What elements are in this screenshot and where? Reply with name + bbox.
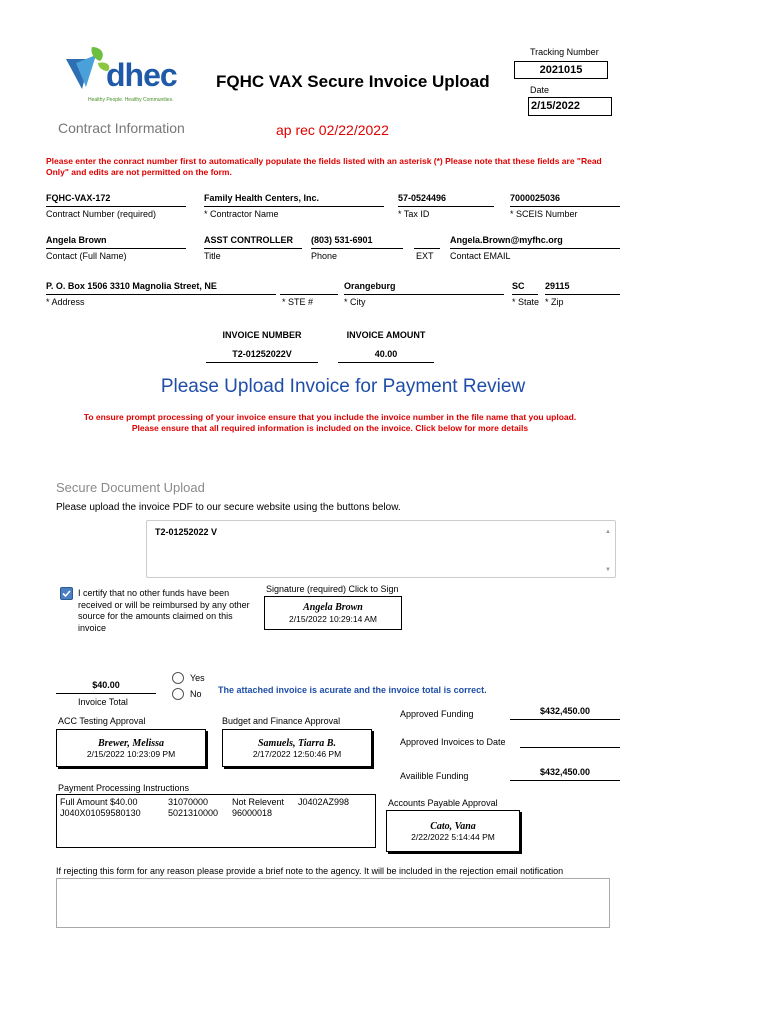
scroll-down-arrow-icon[interactable]: ▼ [605, 567, 611, 573]
budget-approval-name: Samuels, Tiarra B. [258, 738, 336, 749]
title-field[interactable]: ASST CONTROLLER [204, 235, 302, 249]
rejection-label: If rejecting this form for any reason please provide a brief note to the agency. It will be included in the rejection email notification [56, 866, 564, 876]
approved-funding-label: Approved Funding [400, 709, 474, 719]
contact-name-field[interactable]: Angela Brown [46, 235, 186, 249]
payment-cell: Not Relevent [232, 797, 285, 807]
logo-tagline: Healthy People. Healthy Communities. [88, 97, 174, 103]
signature-name: Angela Brown [303, 602, 363, 613]
available-funding-field[interactable]: $432,450.00 [510, 767, 620, 781]
acc-approval-box[interactable] [56, 729, 206, 767]
contractor-name-label: * Contractor Name [204, 209, 279, 219]
certify-text: I certify that no other funds have been received or will be reimbursed by any other source for the amounts claimed on this invoice [78, 588, 250, 633]
contract-number-label: Contract Number (required) [46, 209, 157, 219]
contract-instructions: Please enter the conract number first to automatically populate the fields listed with an asterisk (*) Please note that these fields are "Read Only" and edits are not permitted on the form. [46, 156, 602, 177]
no-label: No [190, 689, 202, 699]
invoice-number-field[interactable]: T2-01252022V [206, 349, 318, 363]
ext-field[interactable] [414, 235, 440, 249]
payment-cell: 31070000 [168, 797, 209, 807]
acc-approval-name: Brewer, Melissa [97, 738, 165, 749]
title-label: Title [204, 251, 221, 261]
tax-id-field[interactable]: 57-0524496 [398, 193, 494, 207]
tax-id-label: * Tax ID [398, 209, 430, 219]
payment-cell: Full Amount $40.00 [60, 797, 138, 807]
contractor-name-field[interactable]: Family Health Centers, Inc. [204, 193, 384, 207]
ap-approval-name: Cato, Vana [430, 821, 476, 832]
no-radio[interactable] [172, 688, 184, 700]
scroll-up-arrow-icon[interactable]: ▲ [605, 529, 611, 535]
acc-approval-label: ACC Testing Approval [58, 716, 146, 726]
budget-approval-date: 2/17/2022 12:50:46 PM [252, 749, 342, 759]
upload-instructions-2: Please ensure that all required information is included on the invoice. Click below for more details [131, 423, 529, 433]
sceis-number-label: * SCEIS Number [510, 209, 578, 219]
upload-heading: Please Upload Invoice for Payment Review [160, 376, 526, 397]
yes-radio[interactable] [172, 672, 184, 684]
ste-field[interactable] [280, 281, 338, 295]
invoice-amount-field[interactable]: 40.00 [338, 349, 434, 363]
budget-approval-box[interactable] [222, 729, 372, 767]
approved-invoices-label: Approved Invoices to Date [400, 737, 506, 747]
sceis-number-field[interactable]: 7000025036 [510, 193, 620, 207]
zip-field[interactable]: 29115 [545, 281, 620, 295]
contract-section-title: Contract Information [58, 120, 185, 136]
contact-name-label: Contact (Full Name) [46, 251, 127, 261]
rejection-textarea[interactable] [56, 878, 610, 928]
signature-label: Signature (required) Click to Sign [266, 584, 399, 594]
dhec-logo [62, 45, 202, 107]
certify-checkbox[interactable] [60, 587, 73, 600]
payment-cell: J0402AZ998 [298, 797, 350, 807]
logo-text: dhec [106, 57, 177, 93]
city-label: * City [344, 297, 366, 307]
invoice-total-label: Invoice Total [78, 697, 128, 707]
address-label: * Address [46, 297, 85, 307]
acc-approval-date: 2/15/2022 10:23:09 PM [86, 749, 176, 759]
state-label: * State [512, 297, 540, 307]
ste-label: * STE # [282, 297, 314, 307]
payment-instructions-box[interactable] [56, 794, 376, 848]
upload-instructions-1: To ensure prompt processing of your invoice ensure that you include the invoice number in the file name that you upload. [83, 412, 577, 422]
approved-funding-field[interactable]: $432,450.00 [510, 706, 620, 720]
ap-approval-box[interactable] [386, 810, 520, 852]
invoice-total-field[interactable]: $40.00 [56, 680, 156, 694]
payment-cell: 5021310000 [168, 808, 219, 818]
available-funding-label: Availible Funding [400, 771, 469, 781]
email-field[interactable]: Angela.Brown@myfhc.org [450, 235, 620, 249]
phone-label: Phone [311, 251, 338, 261]
invoice-number-label: INVOICE NUMBER [222, 330, 302, 340]
uploaded-file-name[interactable]: T2-01252022 V [155, 527, 218, 537]
signature-box[interactable] [264, 596, 402, 630]
payment-instructions-label: Payment Processing Instructions [58, 783, 190, 793]
page-title: FQHC VAX Secure Invoice Upload [216, 72, 490, 91]
yes-label: Yes [190, 673, 205, 683]
date-label: Date [530, 85, 550, 95]
upload-subtitle: Please upload the invoice PDF to our secure website using the buttons below. [56, 502, 401, 513]
state-field[interactable]: SC [512, 281, 538, 295]
tracking-number-label: Tracking Number [530, 47, 599, 57]
zip-label: * Zip [545, 297, 564, 307]
ap-approval-label: Accounts Payable Approval [388, 798, 498, 808]
ext-label: EXT [416, 251, 434, 261]
invoice-amount-label: INVOICE AMOUNT [346, 330, 426, 340]
accuracy-statement: The attached invoice is acurate and the invoice total is correct. [218, 685, 487, 695]
contract-number-field[interactable]: FQHC-VAX-172 [46, 193, 186, 207]
budget-approval-label: Budget and Finance Approval [222, 716, 341, 726]
city-field[interactable]: Orangeburg [344, 281, 504, 295]
phone-field[interactable]: (803) 531-6901 [311, 235, 403, 249]
email-label: Contact EMAIL [450, 251, 511, 261]
file-list-box[interactable] [146, 520, 616, 578]
upload-section-title: Secure Document Upload [56, 480, 205, 495]
signature-date: 2/15/2022 10:29:14 AM [289, 614, 377, 624]
payment-cell: 96000018 [232, 808, 273, 818]
approved-invoices-field[interactable] [520, 734, 620, 748]
payment-cell: J040X01059580130 [60, 808, 141, 818]
contract-note: ap rec 02/22/2022 [276, 122, 389, 138]
tracking-number-field[interactable]: 2021015 [514, 61, 608, 79]
ap-approval-date: 2/22/2022 5:14:44 PM [411, 832, 495, 842]
address-field[interactable]: P. O. Box 1506 3310 Magnolia Street, NE [46, 281, 276, 295]
checkmark-icon [61, 588, 72, 599]
date-field[interactable]: 2/15/2022 [528, 97, 612, 116]
